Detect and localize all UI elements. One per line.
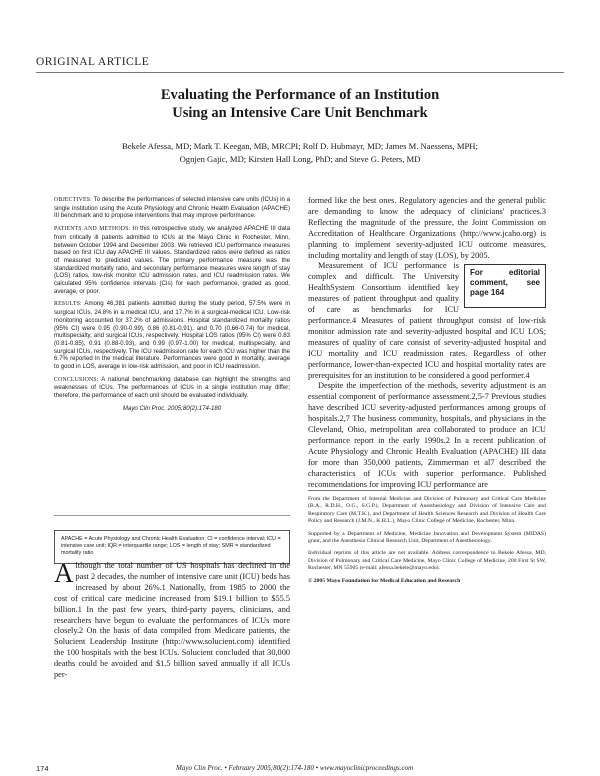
abbreviations-box: APACHE = Acute Physiology and Chronic Health Evaluation; CI = confidence interval; ICU = intensive care unit; IQR = interquartile range; LOS = length of stay; SMR = standardized mortality ratio	[54, 530, 290, 564]
conclusions-heading: CONCLUSIONS:	[54, 376, 99, 383]
body-paragraph-1: formed like the best ones. Regulatory agencies and the general public are demanding to know the adequacy of clinicians' practices.3 Reflecting the magnitude of the pressure, the Joint Commission on Accreditation of Healthcare Organizations (http://www.jcaho.org) is planning to implement severity-adjusted ICU outcome measures, including mortality and length of stay (LOS), by 2005.	[308, 196, 546, 260]
article-title	[60, 86, 540, 122]
body-text-right	[308, 196, 546, 490]
drop-cap: A	[54, 558, 74, 588]
page-footer	[36, 764, 564, 776]
abstract-results	[54, 300, 290, 370]
objectives-heading: OBJECTIVES:	[54, 197, 92, 203]
journal-footer: Mayo Clin Proc. • February 2005;80(2):174-180 • www.mayoclinicproceedings.com	[176, 764, 414, 772]
affiliations-rule	[308, 490, 546, 491]
affiliation-correspondence: Individual reprints of this article are not available. Address correspondence to Bekele Afessa, MD, Division of Pulmonary and Critical Care Medicine, Mayo Clinic College of Medicine, 200 First St SW, Rochester, MN 55905 (e-mail: afessa.bekele@mayo.edu).	[308, 550, 546, 572]
page-number: 174	[36, 764, 49, 773]
author-list	[48, 140, 552, 165]
methods-text: In this retrospective study, we analyzed APACHE III data from critically ill patients admitted to ICUs at the Mayo Clinic in Rochester, Minn, between October 1994 and December 2003. We retrieved ICU performance measures based on first ICU day APACHE III values. Standardized ratios were defined as ratios of measured to predicted values. The primary performance measure was the standardized mortality ratio, and secondary performance measures were length of stay (LOS) ratios, low-risk monitor ICU admission rates, and ICU readmission rates. We calculated 95% confidence intervals (CIs) for each performance, graded as good, average, or poor.	[54, 225, 290, 295]
editorial-comment-box[interactable]: For editorial comment, see page 164	[464, 264, 546, 308]
affiliation-departments: From the Department of Internal Medicine and Division of Pulmonary and Critical Care Medicine (B.A., R.D.H., O.G., S.G.P.), Department of Anesthesiology and Division of Intensive Care and Respiratory Care (M.T.K.), and Department of Health Sciences Research and Division of Health Care Policy and Research (J.M.N., K.H.L.), Mayo Clinic College of Medicine, Rochester, Minn.	[308, 496, 546, 525]
abstract	[54, 196, 290, 418]
title-line-2: Using an Intensive Care Unit Benchmark	[172, 105, 428, 121]
abstract-objectives	[54, 196, 290, 220]
header-rule	[36, 72, 564, 73]
abstract-conclusions	[54, 376, 290, 400]
copyright-notice: © 2005 Mayo Foundation for Medical Education and Research	[308, 577, 461, 584]
body-text-left	[54, 558, 290, 681]
title-line-1: Evaluating the Performance of an Institution	[160, 87, 440, 103]
results-text: Among 46,381 patients admitted during the study period, 57.5% were in surgical ICUs, 24.8% in a medical ICU, and 17.7% in a surgical-medical ICU. Low-risk monitoring accounted for 37.2% of admissions. Hospital standardized mortality ratios (95% CI) were 0.95 (0.90-0.99), 0.86 (0.81-0.91), and 0.70 (0.66-0.74) for medical, multispecialty, and surgical ICUs, respectively. Hospital LOS ratios (95% CI) were 0.83 (0.81-0.85), 0.91 (0.88-0.93), and 0.99 (0.97-1.00) for medical, multispecialty, and surgical ICUs, respectively. The ICU readmission rate for each ICU was higher than the 6.7% reported in the medical literature. Performances were good in mortality, average to good in LOS, average in low-risk admission, and poor in ICU readmission.	[54, 300, 290, 371]
results-heading: RESULTS:	[54, 301, 82, 308]
abbreviations-rule	[54, 515, 290, 516]
intro-paragraph: lthough the total number of US hospitals has declined in the past 2 decades, the number of intensive care unit (ICU) beds has increased by about 26%.1 Nationally, from 1985 to 2000 the cost of critical care medicine increased from $19.1 billion to $55.5 billion.1 In the past few years, third-party payers, clinicians, and researchers have begun to evaluate the performances of ICUs more closely.2 On the basis of data compiled from Medicare patients, the Solucient Leadership Institute (http://www.solucient.com) identified the 100 hospitals with the best ICUs. Solucient concluded that 30,000 deaths could be avoided and $1.5 billion saved annually if all ICUs per-	[54, 561, 290, 680]
authors-line-1: Bekele Afessa, MD; Mark T. Keegan, MB, MRCPI; Rolf D. Hubmayr, MD; James M. Naessens, MPH;	[122, 141, 478, 151]
abstract-methods	[54, 225, 290, 295]
body-paragraph-2	[308, 261, 546, 381]
body-paragraph-3: Despite the imperfection of the methods, severity adjustment is an essential component of performance assessment.2,5-7 Previous studies have described ICU severity-adjusted performances among groups of hospitals.2,7 The business community, hospitals, and physicians in the Cleveland, Ohio, metropolitan area collaborated to produce an ICU performance report in the early 1990s.2 In a recent publication of Acute Physiology and Chronic Health Evaluation (APACHE) III data for more than 350,000 patients, Zimmerman et al7 described the characteristics of ICUs with superior performance. Published recommendations for improving ICU performance are	[308, 381, 546, 489]
affiliation-support: Supported by a Department of Medicine, Medicine Innovation and Development System (MIDAS) grant, and the Anesthesia Clinical Research Unit, Department of Anesthesiology.	[308, 530, 546, 545]
body-paragraph-2-text: Measurement of ICU performance is complex and difficult. The University HealthSystem Consortium identified key measures of patient throughput and quality of care as benchmarks for ICU performance.4 Measures of patient throughput consist of low-risk monitor admission rate and severity-adjusted hospital and ICU LOS; measures of quality of care consist of severity-adjusted hospital and ICU mortality and ICU readmission rates. Regardless of other performance, lower-than-expected ICU and hospital mortality rates are prerequisites for an institution to be considered a good performer.4	[308, 261, 546, 380]
authors-line-2: Ognjen Gajic, MD; Kirsten Hall Long, PhD; and Steve G. Peters, MD	[179, 153, 421, 164]
objectives-text: To describe the performances of selected intensive care units (ICUs) in a single institution using the Acute Physiology and Chronic Health Evaluation (APACHE) III benchmark and to propose interventions that may improve performance.	[54, 196, 290, 220]
methods-heading: PATIENTS AND METHODS:	[54, 226, 131, 233]
abstract-citation: Mayo Clin Proc. 2005;80(2):174-180	[122, 404, 222, 412]
section-label: ORIGINAL ARTICLE	[36, 56, 150, 68]
conclusions-text: A national benchmarking database can highlight the strengths and weaknesses of ICUs. The performances of ICUs in a single institution may differ; therefore, the performance of each unit should be evaluated individually.	[54, 375, 290, 400]
affiliations	[308, 496, 546, 590]
